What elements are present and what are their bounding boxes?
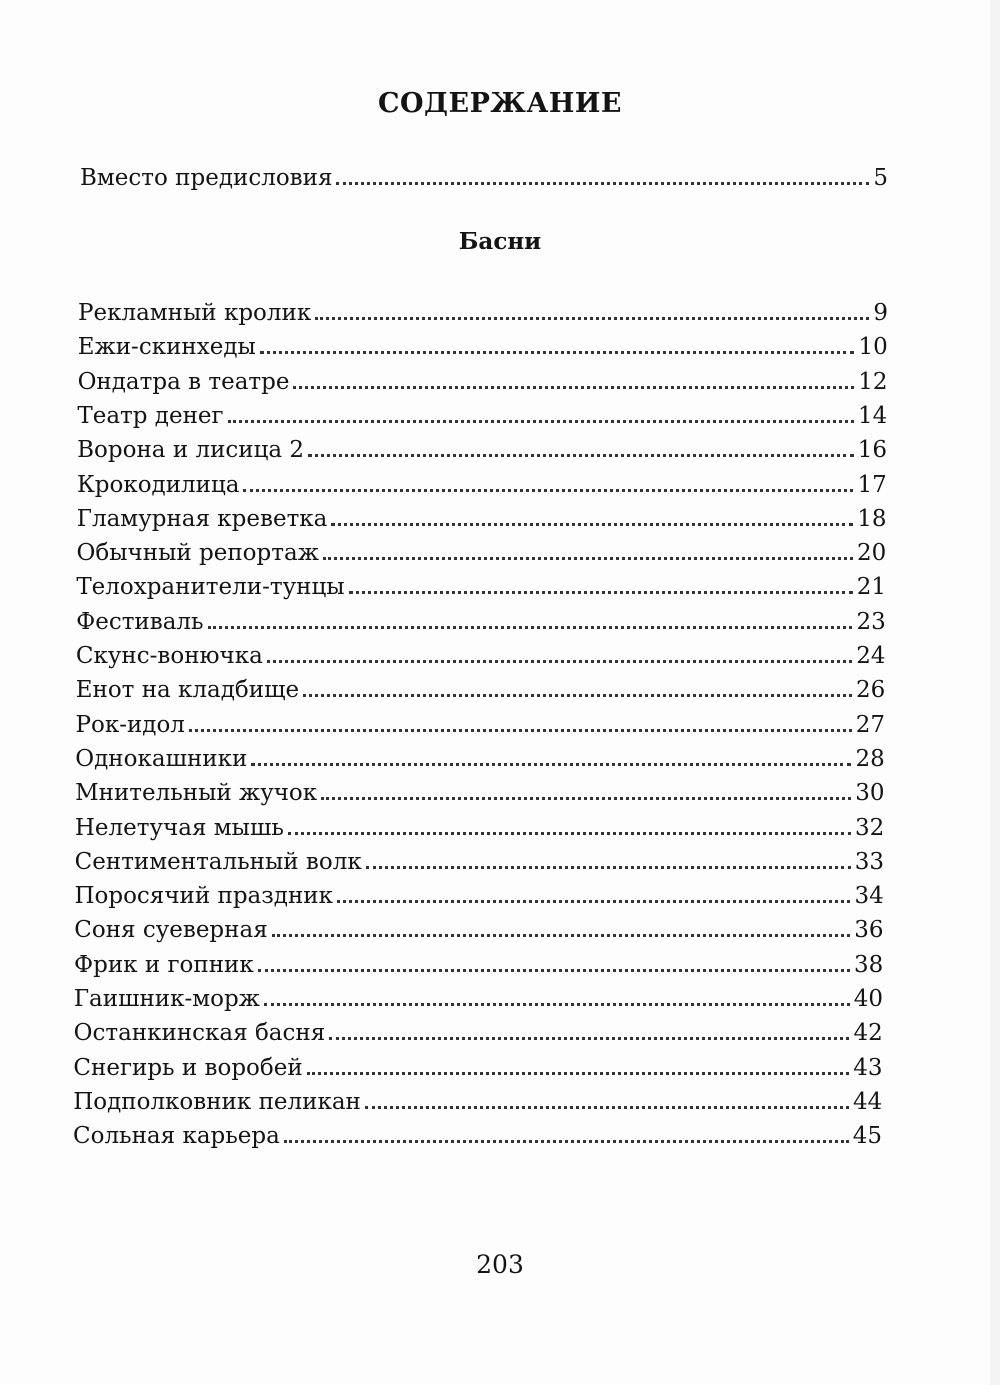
toc-entry-page: 32 [854,814,885,841]
dot-leader [243,489,853,492]
toc-row [77,470,887,500]
dot-leader [336,182,869,185]
toc-entry-label: Обычный репортаж [76,540,319,567]
dot-leader [366,866,851,869]
toc-row [75,778,884,808]
toc-entry-page: 9 [873,300,888,326]
toc-entry-label: Подполковник пеликан [73,1088,361,1115]
toc-entry-label: Однокашники [75,745,248,772]
toc-entry-page: 33 [854,848,884,875]
dot-leader [251,763,851,766]
toc-entry-page: 20 [856,540,887,567]
dot-leader [323,557,853,560]
toc-row [77,401,887,431]
dot-leader [258,969,850,972]
toc-entry-label: Енот на кладбище [75,677,300,704]
toc-entry-label: Театр денег [77,402,224,429]
toc-row [74,881,883,911]
dot-leader [365,1106,849,1109]
toc-row [73,1053,882,1083]
toc-row [73,1121,882,1151]
toc-entry-label: Телохранители-тунцы [76,574,345,601]
toc-entry-page: 17 [857,471,887,498]
dot-leader [349,591,853,594]
toc-row [78,367,888,397]
dot-leader [284,1140,849,1143]
toc-entry-label: Останкинская басня [73,1020,326,1047]
toc-entry-label: Рекламный кролик [78,300,312,326]
toc-entry-label: Снегирь и воробей [73,1054,303,1081]
dot-leader [293,386,854,389]
toc-row [74,1018,883,1048]
toc-entry-label: Крокодилица [76,471,240,498]
toc-entry-label: Фрик и гопник [74,951,254,978]
toc-row [75,813,884,843]
toc-row [76,675,886,705]
dot-leader [260,351,855,354]
toc-entry-label: Гаишник-морж [73,986,260,1012]
toc-title: СОДЕРЖАНИЕ [378,88,622,119]
toc-entry-label: Соня суеверная [74,917,268,944]
toc-row [74,915,883,945]
toc-row [75,744,884,774]
dot-leader [303,694,852,697]
section-title: Басни [458,228,542,255]
toc-row [76,572,886,602]
toc-entry-label: Ежи-скинхеды [77,334,256,361]
toc-entry-page: 16 [857,437,887,464]
toc-row-intro [80,163,888,193]
toc-entry-page: 42 [853,1020,883,1047]
toc-entry-label: Мнительный жучок [75,780,318,807]
toc-entry-page: 36 [854,917,884,944]
toc-row [77,435,887,465]
toc-row [77,504,887,534]
dot-leader [321,797,851,800]
toc-row [78,298,888,328]
toc-entry-label: Фестиваль [76,608,204,635]
toc-entry-page: 10 [858,334,888,361]
toc-entry-page: 21 [856,574,886,601]
toc-entry-page: 24 [856,643,886,669]
toc-entry-label: Скунс-вонючка [75,643,263,669]
toc-entry-label: Рок-идол [75,711,185,738]
toc-entry-page: 38 [853,951,884,978]
dot-leader [308,454,854,457]
toc-row [76,710,886,740]
toc-entry-page: 44 [852,1088,883,1115]
toc-entry-page: 12 [858,368,888,395]
dot-leader [329,1037,849,1040]
toc-row [76,607,886,637]
toc-row [73,1087,882,1117]
toc-row [75,847,884,877]
toc-row [78,332,888,362]
toc-row [77,538,887,568]
toc-entry-page: 45 [852,1123,882,1150]
toc-entry-label: Вместо предисловия [80,165,333,191]
page-number: 203 [476,1250,524,1279]
toc-entry-label: Ворона и лисица 2 [77,437,305,464]
toc-entry-page: 27 [855,711,885,738]
dot-leader [331,523,853,526]
page-edge-shadow [990,0,1000,1385]
toc-row [74,984,883,1014]
toc-entry-page: 23 [856,608,886,635]
toc-entry-page: 43 [853,1054,883,1081]
toc-row [76,641,886,671]
dot-leader [189,729,852,732]
dot-leader [267,660,852,663]
toc-entry-label: Поросячий праздник [74,883,334,910]
toc-entry-label: Нелетучая мышь [74,814,284,841]
toc-row [74,950,883,980]
dot-leader [228,420,854,423]
toc-entry-page: 5 [873,165,888,191]
toc-entry-label: Ондатра в театре [77,368,290,395]
dot-leader [264,1003,850,1006]
toc-entry-page: 40 [853,986,883,1012]
toc-entry-label: Сольная карьера [73,1123,280,1150]
toc-entry-page: 34 [854,883,884,910]
toc-entry-page: 30 [855,780,885,807]
dot-leader [315,317,869,320]
toc-entry-label: Гламурная креветка [76,505,328,532]
toc-entry-page: 26 [855,677,886,704]
dot-leader [307,1072,850,1075]
toc-entry-page: 14 [857,402,888,429]
dot-leader [272,934,851,937]
toc-entry-page: 28 [855,745,885,772]
toc-entry-label: Сентиментальный волк [74,848,362,875]
dot-leader [288,832,851,835]
toc-entry-page: 18 [857,505,887,532]
dot-leader [337,900,850,903]
dot-leader [208,626,853,629]
